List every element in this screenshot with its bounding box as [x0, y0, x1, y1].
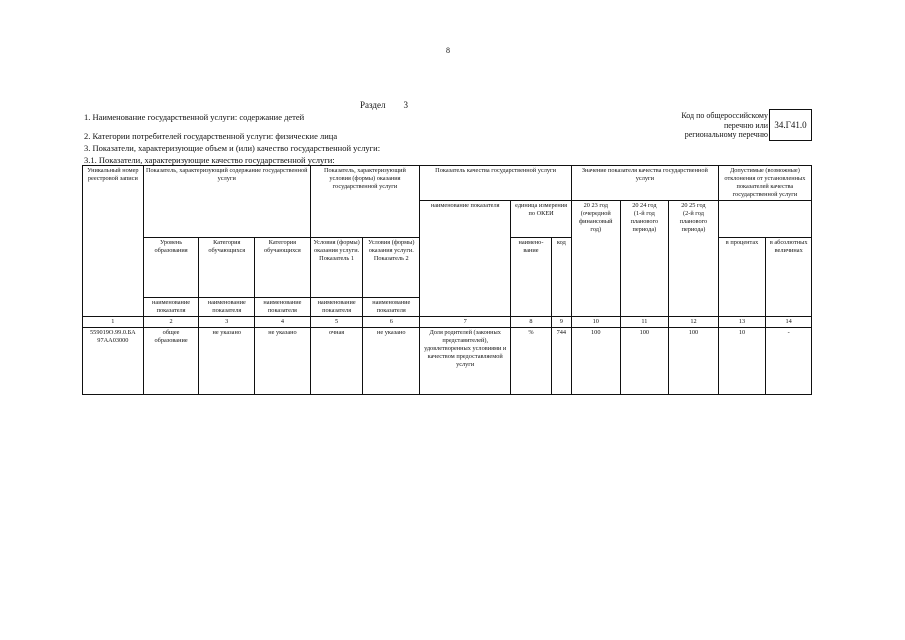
col-number: 5: [310, 317, 363, 328]
col-education-level: Уровень образования: [143, 238, 199, 298]
header-year-2025: [669, 201, 719, 317]
sub-indicator-name-3: наименование показателя: [199, 298, 255, 317]
col-number: 13: [718, 317, 766, 328]
section-label: Раздел: [360, 100, 386, 110]
col-unit-name: наимено-вание: [511, 238, 551, 317]
year-2023-label: 20 23 год: [583, 202, 608, 209]
col-number: 1: [83, 317, 144, 328]
quality-table: [82, 165, 812, 395]
quality-line: 3.1. Показатели, характеризующие качество государственной услуги:: [84, 155, 335, 165]
col-number: 8: [511, 317, 551, 328]
col-number: 11: [620, 317, 669, 328]
code-label-1: Код по общероссийскому: [681, 111, 768, 120]
column-numbers-row: [83, 317, 812, 328]
header-conditions-indicator: Показатель, характеризующий условия (формы) оказания государственной услуги: [310, 166, 419, 238]
cell-indicator-name: Доля родителей (законных представителей), удовлетворенных условиями и качеством предоставляемой услуги: [420, 328, 511, 395]
year-2024-label: 20 24 год: [632, 202, 657, 209]
col-unit-code: код: [551, 238, 571, 317]
section-number: 3: [403, 100, 408, 110]
code-label-3: региональному перечню: [684, 130, 768, 139]
code-label: [648, 111, 768, 140]
col-number: 14: [766, 317, 812, 328]
header-year-2023: [571, 201, 620, 317]
cell-student-category-1: не указано: [199, 328, 255, 395]
header-deviation: Допустимые (возможные) отклонения от установленных показателей качества государственной услуги: [718, 166, 811, 201]
section-heading: [360, 100, 408, 110]
sub-indicator-name-4: наименование показателя: [255, 298, 311, 317]
col-student-category-2: Категория обучающихся: [255, 238, 311, 298]
cell-education-level: общее образование: [143, 328, 199, 395]
cell-deviation-absolute: -: [766, 328, 812, 395]
cell-unit-code: 744: [551, 328, 571, 395]
header-indicator-name: наименование показателя: [420, 201, 511, 317]
col-number: 4: [255, 317, 311, 328]
page-number: 8: [446, 46, 450, 55]
header-year-2024: [620, 201, 669, 317]
col-number: 7: [420, 317, 511, 328]
year-2025-label: 20 25 год: [681, 202, 706, 209]
sub-indicator-name-5: наименование показателя: [310, 298, 363, 317]
header-deviation-blank: [718, 201, 811, 238]
cell-deviation-percent: 10: [718, 328, 766, 395]
cell-condition-2: не указано: [363, 328, 420, 395]
col-number: 2: [143, 317, 199, 328]
sub-indicator-name-2: наименование показателя: [143, 298, 199, 317]
sub-indicator-name-6: наименование показателя: [363, 298, 420, 317]
col-student-category-1: Категория обучающихся: [199, 238, 255, 298]
col-number: 9: [551, 317, 571, 328]
col-condition-2: Условия (формы) оказания услуги. Показатель 2: [363, 238, 420, 298]
cell-condition-1: очная: [310, 328, 363, 395]
cell-unique-number: 559019О.99.0.БА 97АА03000: [83, 328, 144, 395]
col-deviation-absolute: в абсолютных величинах: [766, 238, 812, 317]
table-row: [83, 328, 812, 395]
year-2024-desc: (1-й год планового периода): [630, 210, 659, 233]
service-name-line: 1. Наименование государственной услуги: содержание детей: [84, 112, 305, 122]
col-condition-1: Условия (формы) оказания услуги. Показатель 1: [310, 238, 363, 298]
header-content-indicator: Показатель, характеризующий содержание государственной услуги: [143, 166, 310, 238]
consumers-line: 2. Категории потребителей государственной услуги: физические лица: [84, 131, 338, 141]
cell-value-2025: 100: [669, 328, 719, 395]
col-number: 3: [199, 317, 255, 328]
header-quality-indicator: Показатель качества государственной услуги: [420, 166, 572, 201]
header-unit: единица измерения по ОКЕИ: [511, 201, 572, 238]
cell-student-category-2: не указано: [255, 328, 311, 395]
year-2023-desc: (очередной финансовый год): [579, 210, 613, 233]
code-value: 34.Г41.0: [774, 120, 807, 130]
cell-value-2024: 100: [620, 328, 669, 395]
code-value-box: [769, 109, 812, 141]
header-unique-number: Уникальный номер реестровой записи: [83, 166, 144, 317]
col-number: 6: [363, 317, 420, 328]
code-label-2: перечню или: [723, 120, 768, 130]
cell-unit-name: %: [511, 328, 551, 395]
year-2025-desc: (2-й год планового периода): [679, 210, 708, 233]
col-number: 12: [669, 317, 719, 328]
col-deviation-percent: в процентах: [718, 238, 766, 317]
indicators-line: 3. Показатели, характеризующие объем и (или) качество государственной услуги:: [84, 143, 381, 153]
header-quality-value: Значение показателя качества государственной услуги: [571, 166, 718, 201]
col-number: 10: [571, 317, 620, 328]
cell-value-2023: 100: [571, 328, 620, 395]
